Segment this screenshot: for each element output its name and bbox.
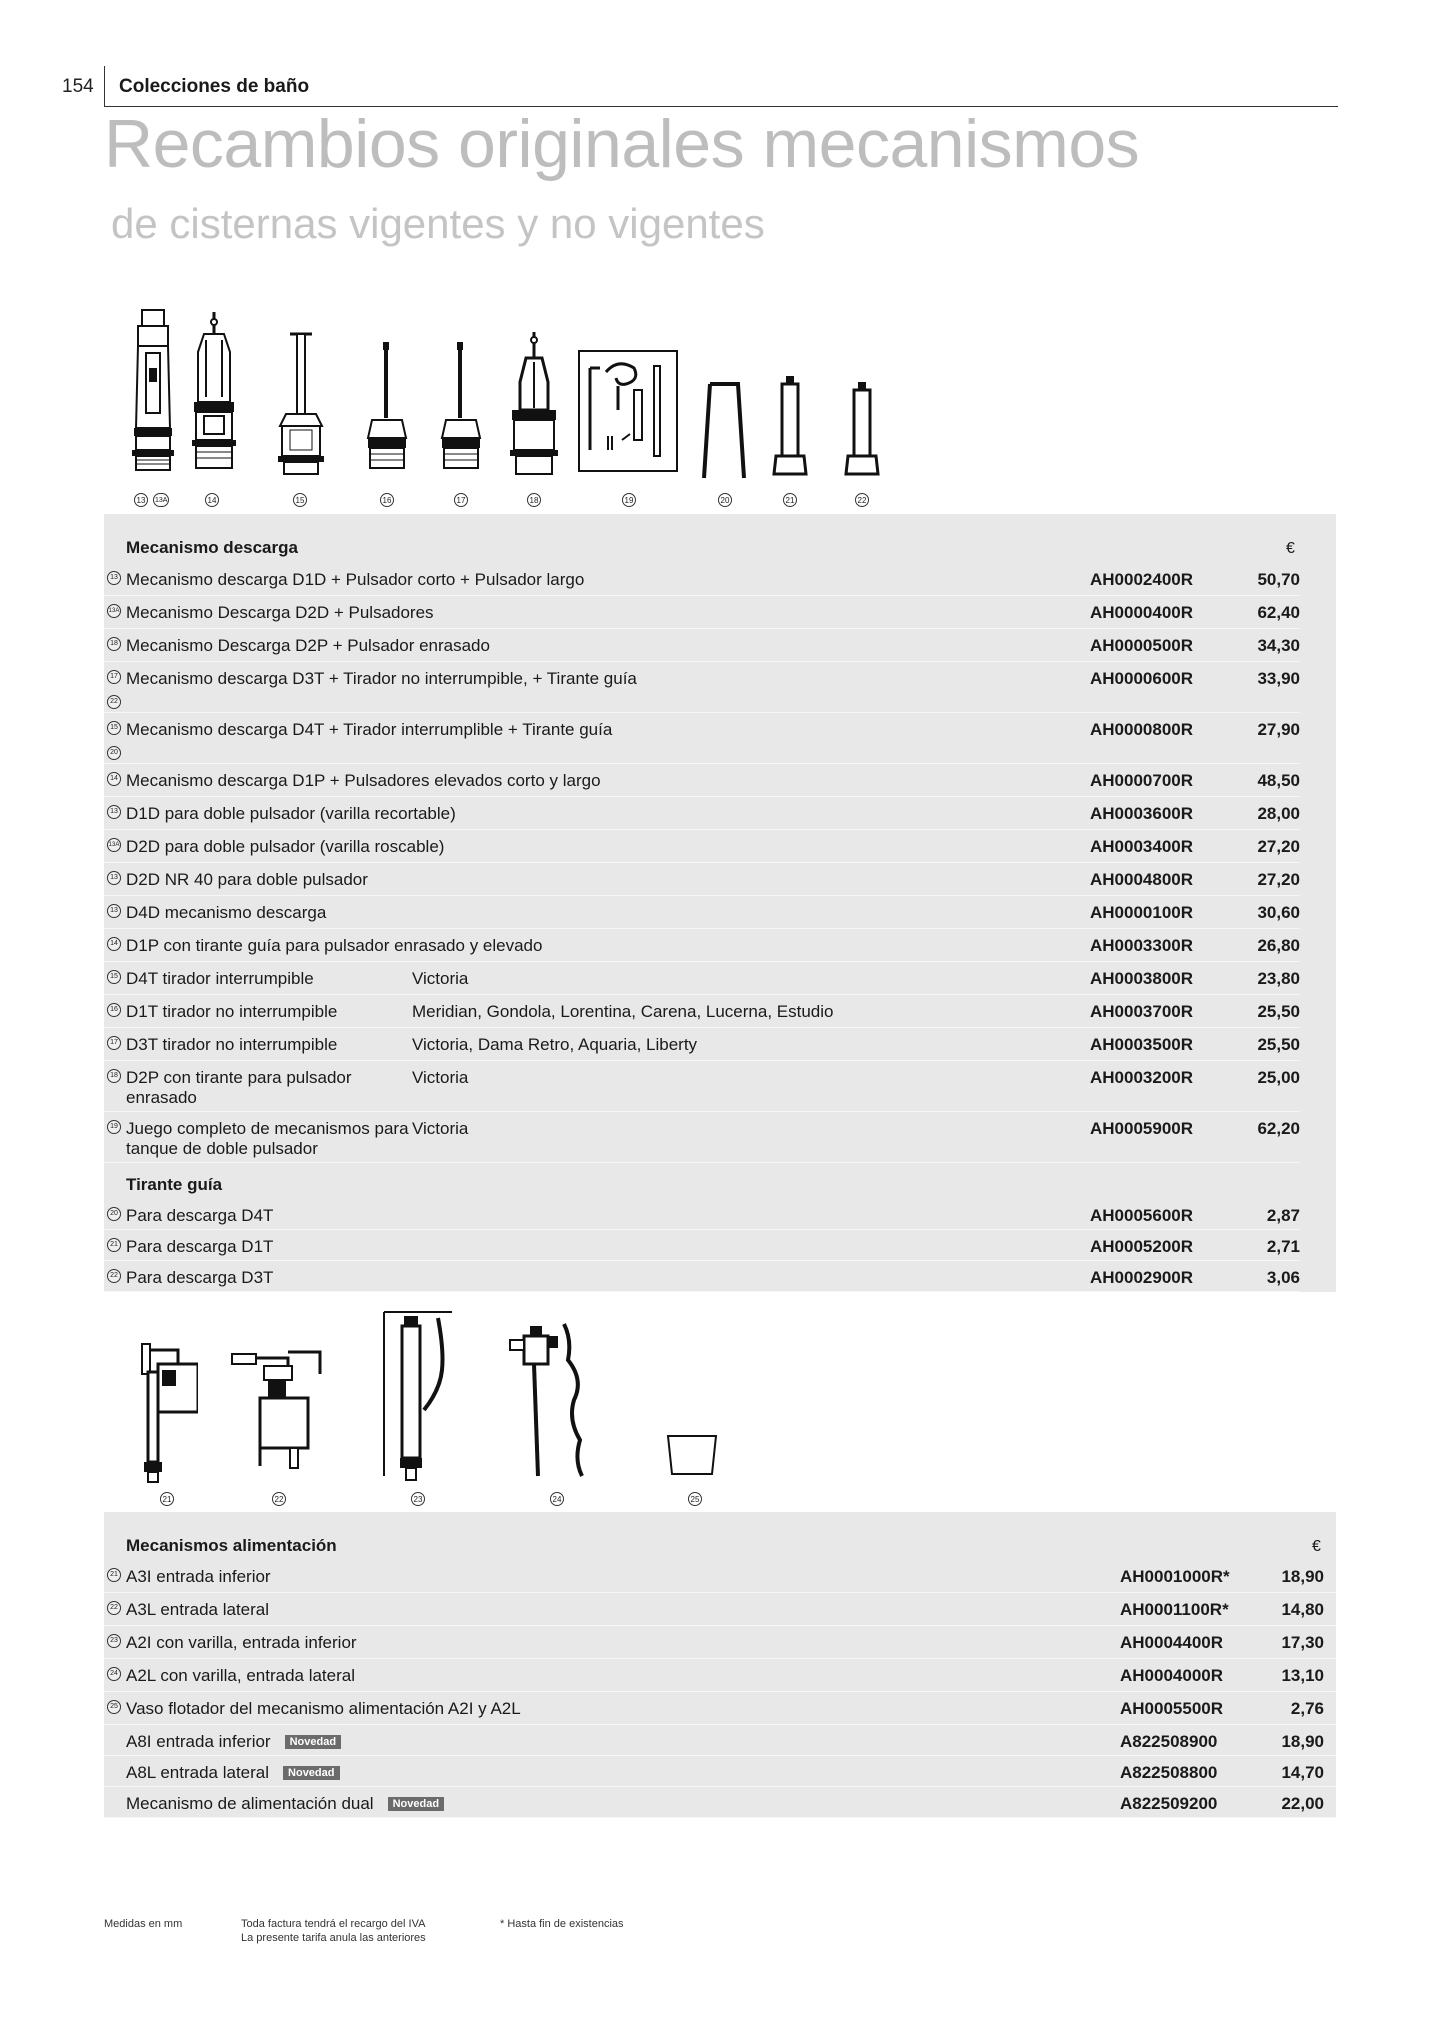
- callout-20: 20: [718, 493, 732, 507]
- row-description: D1P con tirante guía para pulsador enrasado y elevado: [126, 936, 543, 955]
- row-code: AH0003600R: [1090, 804, 1194, 823]
- figure-valve-22: [228, 1346, 324, 1484]
- table-row: [104, 1626, 1336, 1659]
- row-code: AH0004400R: [1120, 1633, 1224, 1652]
- row-ref-badge: 13A: [107, 838, 121, 852]
- row-price: 2,87: [1266, 1206, 1300, 1225]
- row-description: Mecanismo Descarga D2P + Pulsador enrasado: [126, 636, 490, 655]
- row-description: Para descarga D4T: [126, 1206, 274, 1225]
- row-ref-badge: 13: [107, 904, 121, 918]
- row-collection: Victoria: [412, 969, 469, 988]
- row-collection: Victoria: [412, 1068, 469, 1087]
- table-row: [104, 1061, 1300, 1112]
- callout-23: 23: [411, 1492, 425, 1506]
- row-description-text: A3I entrada inferior: [126, 1567, 271, 1586]
- table-row: [104, 1593, 1336, 1626]
- figure-valve-24: [508, 1320, 592, 1482]
- row-price: 27,90: [1257, 720, 1300, 739]
- row-code: AH0002900R: [1090, 1268, 1194, 1287]
- row-price: 34,30: [1257, 636, 1300, 655]
- novedad-badge: Novedad: [388, 1797, 444, 1811]
- row-code: AH0004800R: [1090, 870, 1194, 889]
- callout-15: 15: [293, 493, 307, 507]
- row-description: D2P con tirante para pulsador enrasado: [126, 1068, 352, 1107]
- row-description: [126, 1732, 341, 1752]
- callout-13: 13: [134, 493, 148, 507]
- row-collection: Victoria, Dama Retro, Aquaria, Liberty: [412, 1035, 698, 1054]
- row-price: 23,80: [1257, 969, 1300, 988]
- row-description-text: Mecanismo de alimentación dual: [126, 1794, 374, 1813]
- table-row: [104, 662, 1300, 713]
- row-ref-badge: 14: [107, 937, 121, 951]
- row-description-text: A8I entrada inferior: [126, 1732, 271, 1751]
- row-code: AH0005900R: [1090, 1119, 1194, 1138]
- row-description: [126, 1763, 340, 1783]
- figure-guide-20: [700, 382, 748, 480]
- row-price: 25,50: [1257, 1002, 1300, 1021]
- row-ref-badge: 13: [107, 805, 121, 819]
- page-number: 154: [62, 76, 94, 97]
- row-description: D3T tirador no interrumpible: [126, 1035, 338, 1054]
- row-price: 62,20: [1257, 1119, 1300, 1138]
- row-code: AH0003500R: [1090, 1035, 1194, 1054]
- footer-vat-line2: La presente tarifa anula las anteriores: [241, 1932, 426, 1944]
- row-code: A822508800: [1120, 1763, 1218, 1782]
- row-price: 26,80: [1257, 936, 1300, 955]
- table-row: [104, 962, 1300, 995]
- row-description: D1T tirador no interrumpible: [126, 1002, 338, 1021]
- callout-17: 17: [454, 493, 468, 507]
- row-code: A822509200: [1120, 1794, 1218, 1813]
- callout-21: 21: [783, 493, 797, 507]
- row-price: 33,90: [1257, 669, 1300, 688]
- callout-22-valve: 22: [272, 1492, 286, 1506]
- row-description: [126, 1633, 357, 1653]
- row-description-text: A2L con varilla, entrada lateral: [126, 1666, 356, 1685]
- row-code: AH0001000R*: [1120, 1567, 1230, 1586]
- table-row: [104, 896, 1300, 929]
- row-ref-badge-2: 20: [107, 746, 121, 760]
- row-price: 62,40: [1257, 603, 1300, 622]
- row-code: AH0000600R: [1090, 669, 1194, 688]
- figure-guide-21: [772, 376, 808, 480]
- table-row: [104, 563, 1300, 596]
- table-row: [104, 629, 1300, 662]
- row-ref-badge: 18: [107, 637, 121, 651]
- row-price: 22,00: [1281, 1794, 1324, 1813]
- row-ref-badge: 21: [107, 1238, 121, 1252]
- row-ref-badge: 17: [107, 670, 121, 684]
- row-code: AH0001100R*: [1120, 1600, 1229, 1619]
- row-code: AH0003800R: [1090, 969, 1194, 988]
- footer-vat-line1: Toda factura tendrá el recargo del IVA: [241, 1918, 426, 1930]
- row-ref-badge: 16: [107, 1003, 121, 1017]
- table-row: [104, 1112, 1300, 1163]
- row-description: [126, 1794, 444, 1814]
- table-row: [104, 1199, 1300, 1230]
- row-price: 27,20: [1257, 870, 1300, 889]
- row-description-text: A2I con varilla, entrada inferior: [126, 1633, 357, 1652]
- footer-measures: Medidas en mm: [104, 1918, 183, 1930]
- figure-flush-18: [508, 332, 560, 478]
- row-price: 14,70: [1281, 1763, 1324, 1782]
- row-ref-badge: 17: [107, 1036, 121, 1050]
- callout-22: 22: [855, 493, 869, 507]
- table-row: [104, 1692, 1336, 1725]
- row-price: 48,50: [1257, 771, 1300, 790]
- callout-25: 25: [688, 1492, 702, 1506]
- table2-heading: Mecanismos alimentación: [126, 1536, 337, 1555]
- row-price: 13,10: [1281, 1666, 1324, 1685]
- row-price: 17,30: [1281, 1633, 1324, 1652]
- figure-flush-13: [128, 308, 178, 478]
- footer-note: * Hasta fin de existencias: [500, 1918, 624, 1930]
- table-row: [104, 929, 1300, 962]
- figure-valve-23: [382, 1310, 458, 1486]
- row-price: 28,00: [1257, 804, 1300, 823]
- figure-valve-21: [138, 1342, 198, 1484]
- row-price: 18,90: [1281, 1567, 1324, 1586]
- figure-float-cup-25: [666, 1434, 718, 1476]
- table1-subheading: Tirante guía: [126, 1175, 223, 1194]
- row-price: 25,00: [1257, 1068, 1300, 1087]
- table-row: [104, 1028, 1300, 1061]
- row-price: 14,80: [1281, 1600, 1324, 1619]
- table-row: [104, 1787, 1336, 1818]
- row-ref-badge-2: 22: [107, 695, 121, 709]
- table-row: [104, 1756, 1336, 1787]
- row-code: AH0004000R: [1120, 1666, 1224, 1685]
- row-price: 2,71: [1266, 1237, 1300, 1256]
- table-row: [104, 1230, 1300, 1261]
- callout-16: 16: [380, 493, 394, 507]
- table-row: [104, 764, 1300, 797]
- page-subtitle: de cisternas vigentes y no vigentes: [111, 200, 765, 247]
- figure-flush-19-kit: [578, 350, 678, 472]
- row-price: 25,50: [1257, 1035, 1300, 1054]
- row-code: AH0005200R: [1090, 1237, 1194, 1256]
- row-code: AH0005600R: [1090, 1206, 1194, 1225]
- table1-currency: €: [1286, 540, 1295, 557]
- row-description: Para descarga D3T: [126, 1268, 274, 1287]
- row-description: [126, 1666, 355, 1686]
- row-description-text: Vaso flotador del mecanismo alimentación A2I y A2L: [126, 1699, 521, 1718]
- row-code: AH0002400R: [1090, 570, 1194, 589]
- section-name: Colecciones de baño: [119, 76, 310, 97]
- table1-heading: Mecanismo descarga: [126, 538, 298, 557]
- row-code: AH0003300R: [1090, 936, 1194, 955]
- figure-flush-17: [438, 338, 484, 478]
- row-code: AH0000700R: [1090, 771, 1194, 790]
- row-description: Mecanismo Descarga D2D + Pulsadores: [126, 603, 434, 622]
- row-ref-badge: 22: [107, 1601, 121, 1615]
- row-description-text: A8L entrada lateral: [126, 1763, 270, 1782]
- row-description: D4T tirador interrumpible: [126, 969, 314, 988]
- novedad-badge: Novedad: [285, 1735, 341, 1749]
- row-price: 50,70: [1257, 570, 1300, 589]
- row-code: AH0005500R: [1120, 1699, 1224, 1718]
- row-ref-badge: 15: [107, 970, 121, 984]
- table2-currency: €: [1312, 1538, 1321, 1555]
- row-code: AH0003700R: [1090, 1002, 1194, 1021]
- table-row: [104, 713, 1300, 764]
- row-ref-badge: 15: [107, 721, 121, 735]
- row-price: 18,90: [1281, 1732, 1324, 1751]
- row-price: 2,76: [1290, 1699, 1324, 1718]
- table-row: [104, 1560, 1336, 1593]
- callout-19: 19: [622, 493, 636, 507]
- row-ref-badge: 18: [107, 1069, 121, 1083]
- row-description: Juego completo de mecanismos para tanque de doble pulsador: [126, 1119, 409, 1158]
- row-description: Mecanismo descarga D1D + Pulsador corto + Pulsador largo: [126, 570, 585, 589]
- row-ref-badge: 13A: [107, 604, 121, 618]
- row-ref-badge: 24: [107, 1667, 121, 1681]
- table-row: [104, 1261, 1300, 1292]
- row-ref-badge: 20: [107, 1207, 121, 1221]
- row-code: A822508900: [1120, 1732, 1218, 1751]
- row-price: 3,06: [1266, 1268, 1300, 1287]
- row-description: Mecanismo descarga D3T + Tirador no interrumpible, + Tirante guía: [126, 669, 637, 688]
- callout-18: 18: [527, 493, 541, 507]
- row-description: [126, 1699, 521, 1719]
- row-description: D4D mecanismo descarga: [126, 903, 327, 922]
- figure-flush-14: [190, 312, 238, 478]
- table-row: [104, 797, 1300, 830]
- row-description: Para descarga D1T: [126, 1237, 274, 1256]
- table-row: [104, 863, 1300, 896]
- row-ref-badge: 14: [107, 772, 121, 786]
- row-description: D2D para doble pulsador (varilla roscable): [126, 837, 445, 856]
- row-code: AH0000100R: [1090, 903, 1194, 922]
- table-row: [104, 830, 1300, 863]
- callout-14: 14: [205, 493, 219, 507]
- header-separator: [104, 66, 105, 106]
- callout-21-valve: 21: [160, 1492, 174, 1506]
- row-ref-badge: 19: [107, 1120, 121, 1134]
- novedad-badge: Novedad: [283, 1766, 339, 1780]
- row-code: AH0000800R: [1090, 720, 1194, 739]
- row-code: AH0003400R: [1090, 837, 1194, 856]
- row-description: Mecanismo descarga D4T + Tirador interrumplible + Tirante guía: [126, 720, 613, 739]
- page-title: Recambios originales mecanismos: [104, 106, 1140, 182]
- row-description: Mecanismo descarga D1P + Pulsadores elevados corto y largo: [126, 771, 601, 790]
- callout-24: 24: [550, 1492, 564, 1506]
- table-row: [104, 1659, 1336, 1692]
- row-price: 30,60: [1257, 903, 1300, 922]
- row-description-text: A3L entrada lateral: [126, 1600, 270, 1619]
- table-row: [104, 1725, 1336, 1756]
- figure-guide-22: [844, 382, 880, 480]
- figure-flush-16: [364, 338, 410, 478]
- row-ref-badge: 25: [107, 1700, 121, 1714]
- row-description: D2D NR 40 para doble pulsador: [126, 870, 368, 889]
- row-ref-badge: 21: [107, 1568, 121, 1582]
- row-description: [126, 1567, 271, 1587]
- row-collection: Victoria: [412, 1119, 469, 1138]
- row-collection: Meridian, Gondola, Lorentina, Carena, Lucerna, Estudio: [412, 1002, 834, 1021]
- row-description: [126, 1600, 269, 1620]
- row-code: AH0003200R: [1090, 1068, 1194, 1087]
- table-row: [104, 995, 1300, 1028]
- row-description: D1D para doble pulsador (varilla recortable): [126, 804, 456, 823]
- table-row: [104, 596, 1300, 629]
- row-price: 27,20: [1257, 837, 1300, 856]
- row-code: AH0000500R: [1090, 636, 1194, 655]
- row-ref-badge: 13: [107, 571, 121, 585]
- page-header: [0, 0, 1442, 110]
- callout-13a: 13A: [153, 493, 169, 507]
- figure-flush-15: [276, 330, 326, 478]
- row-code: AH0000400R: [1090, 603, 1194, 622]
- row-ref-badge: 13: [107, 871, 121, 885]
- row-ref-badge: 22: [107, 1269, 121, 1283]
- row-ref-badge: 23: [107, 1634, 121, 1648]
